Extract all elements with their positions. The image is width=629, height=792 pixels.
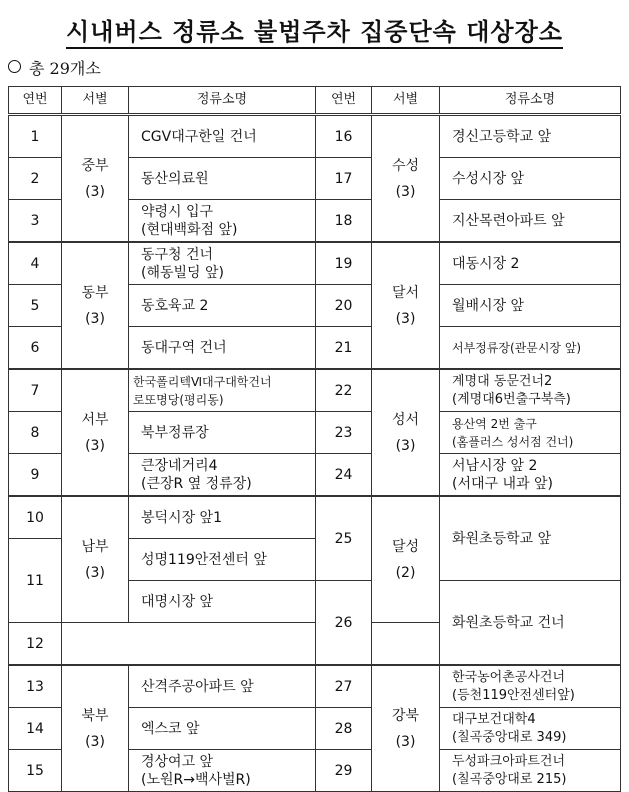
table-row: 9 큰장네거리4 (큰장R 옆 정류장) 24 서남시장 앞 2 (서대구 내과 앞): [9, 454, 621, 497]
table-row: 14 엑스코 앞 28 대구보건대학4 (칠곡중앙대로 349): [9, 708, 621, 750]
table-row: 6 동대구역 건너 21 서부정류장(관문시장 앞): [9, 327, 621, 370]
table-row: 15 경상여고 앞 (노원R→백사벌R) 29 두성파크아파트건너 (칠곡중앙대로 215): [9, 750, 621, 792]
header-no: 연번: [9, 87, 62, 115]
district-cell: 동부 (3): [62, 242, 129, 369]
table-header: [9, 87, 621, 115]
district-cell: 북부 (3): [62, 665, 129, 792]
table-row: 11 성명119안전센터 앞: [9, 539, 621, 581]
header-stop: 정류소명: [440, 87, 621, 115]
table-row: 7 서부 (3) 한국폴리텍Ⅵ대구대학건너 로또명당(평리동) 22 성서 (3) 계명대 동문건너2 (계명대6번출구북측): [9, 369, 621, 412]
table-row: 8 북부정류장 23 용산역 2번 출구 (홈플러스 성서점 건너): [9, 412, 621, 454]
header-stop: 정류소명: [129, 87, 316, 115]
table-row: 5 동호육교 2 20 월배시장 앞: [9, 285, 621, 327]
table-row: 10 남부 (3) 봉덕시장 앞1 25 달성 (2) 화원초등학교 앞: [9, 496, 621, 539]
page-title: 시내버스 정류소 불법주차 집중단속 대상장소: [0, 12, 629, 47]
district-cell: 서부 (3): [62, 369, 129, 496]
enforcement-table: [8, 86, 621, 792]
district-cell: 강북 (3): [372, 665, 440, 792]
district-cell: 수성 (3): [372, 115, 440, 243]
table-row: 1 중부 (3) CGV대구한일 건너 16 수성 (3) 경신고등학교 앞: [9, 115, 621, 158]
district-cell: 중부 (3): [62, 115, 129, 243]
header-district: 서별: [372, 87, 440, 115]
table-row: 4 동부 (3) 동구청 건너 (해동빌딩 앞) 19 달서 (3) 대동시장 2: [9, 242, 621, 285]
summary: 총 29개소: [8, 56, 101, 79]
district-cell: 달성 (2): [372, 496, 440, 623]
header-no: 연번: [316, 87, 372, 115]
table-row: 2 동산의료원 17 수성시장 앞: [9, 158, 621, 200]
table-row: 3 약령시 입구 (현대백화점 앞) 18 지산목련아파트 앞: [9, 200, 621, 243]
header-district: 서별: [62, 87, 129, 115]
table-row: 12: [9, 623, 621, 666]
table-row: 대명시장 앞 26 화원초등학교 건너: [9, 581, 621, 623]
district-cell: 성서 (3): [372, 369, 440, 496]
table-row: 13 북부 (3) 산격주공아파트 앞 27 강북 (3) 한국농어촌공사건너 (등천119안전센터앞): [9, 665, 621, 708]
district-cell: 달서 (3): [372, 242, 440, 369]
circle-bullet-icon: [8, 60, 21, 73]
district-cell: 남부 (3): [62, 496, 129, 623]
